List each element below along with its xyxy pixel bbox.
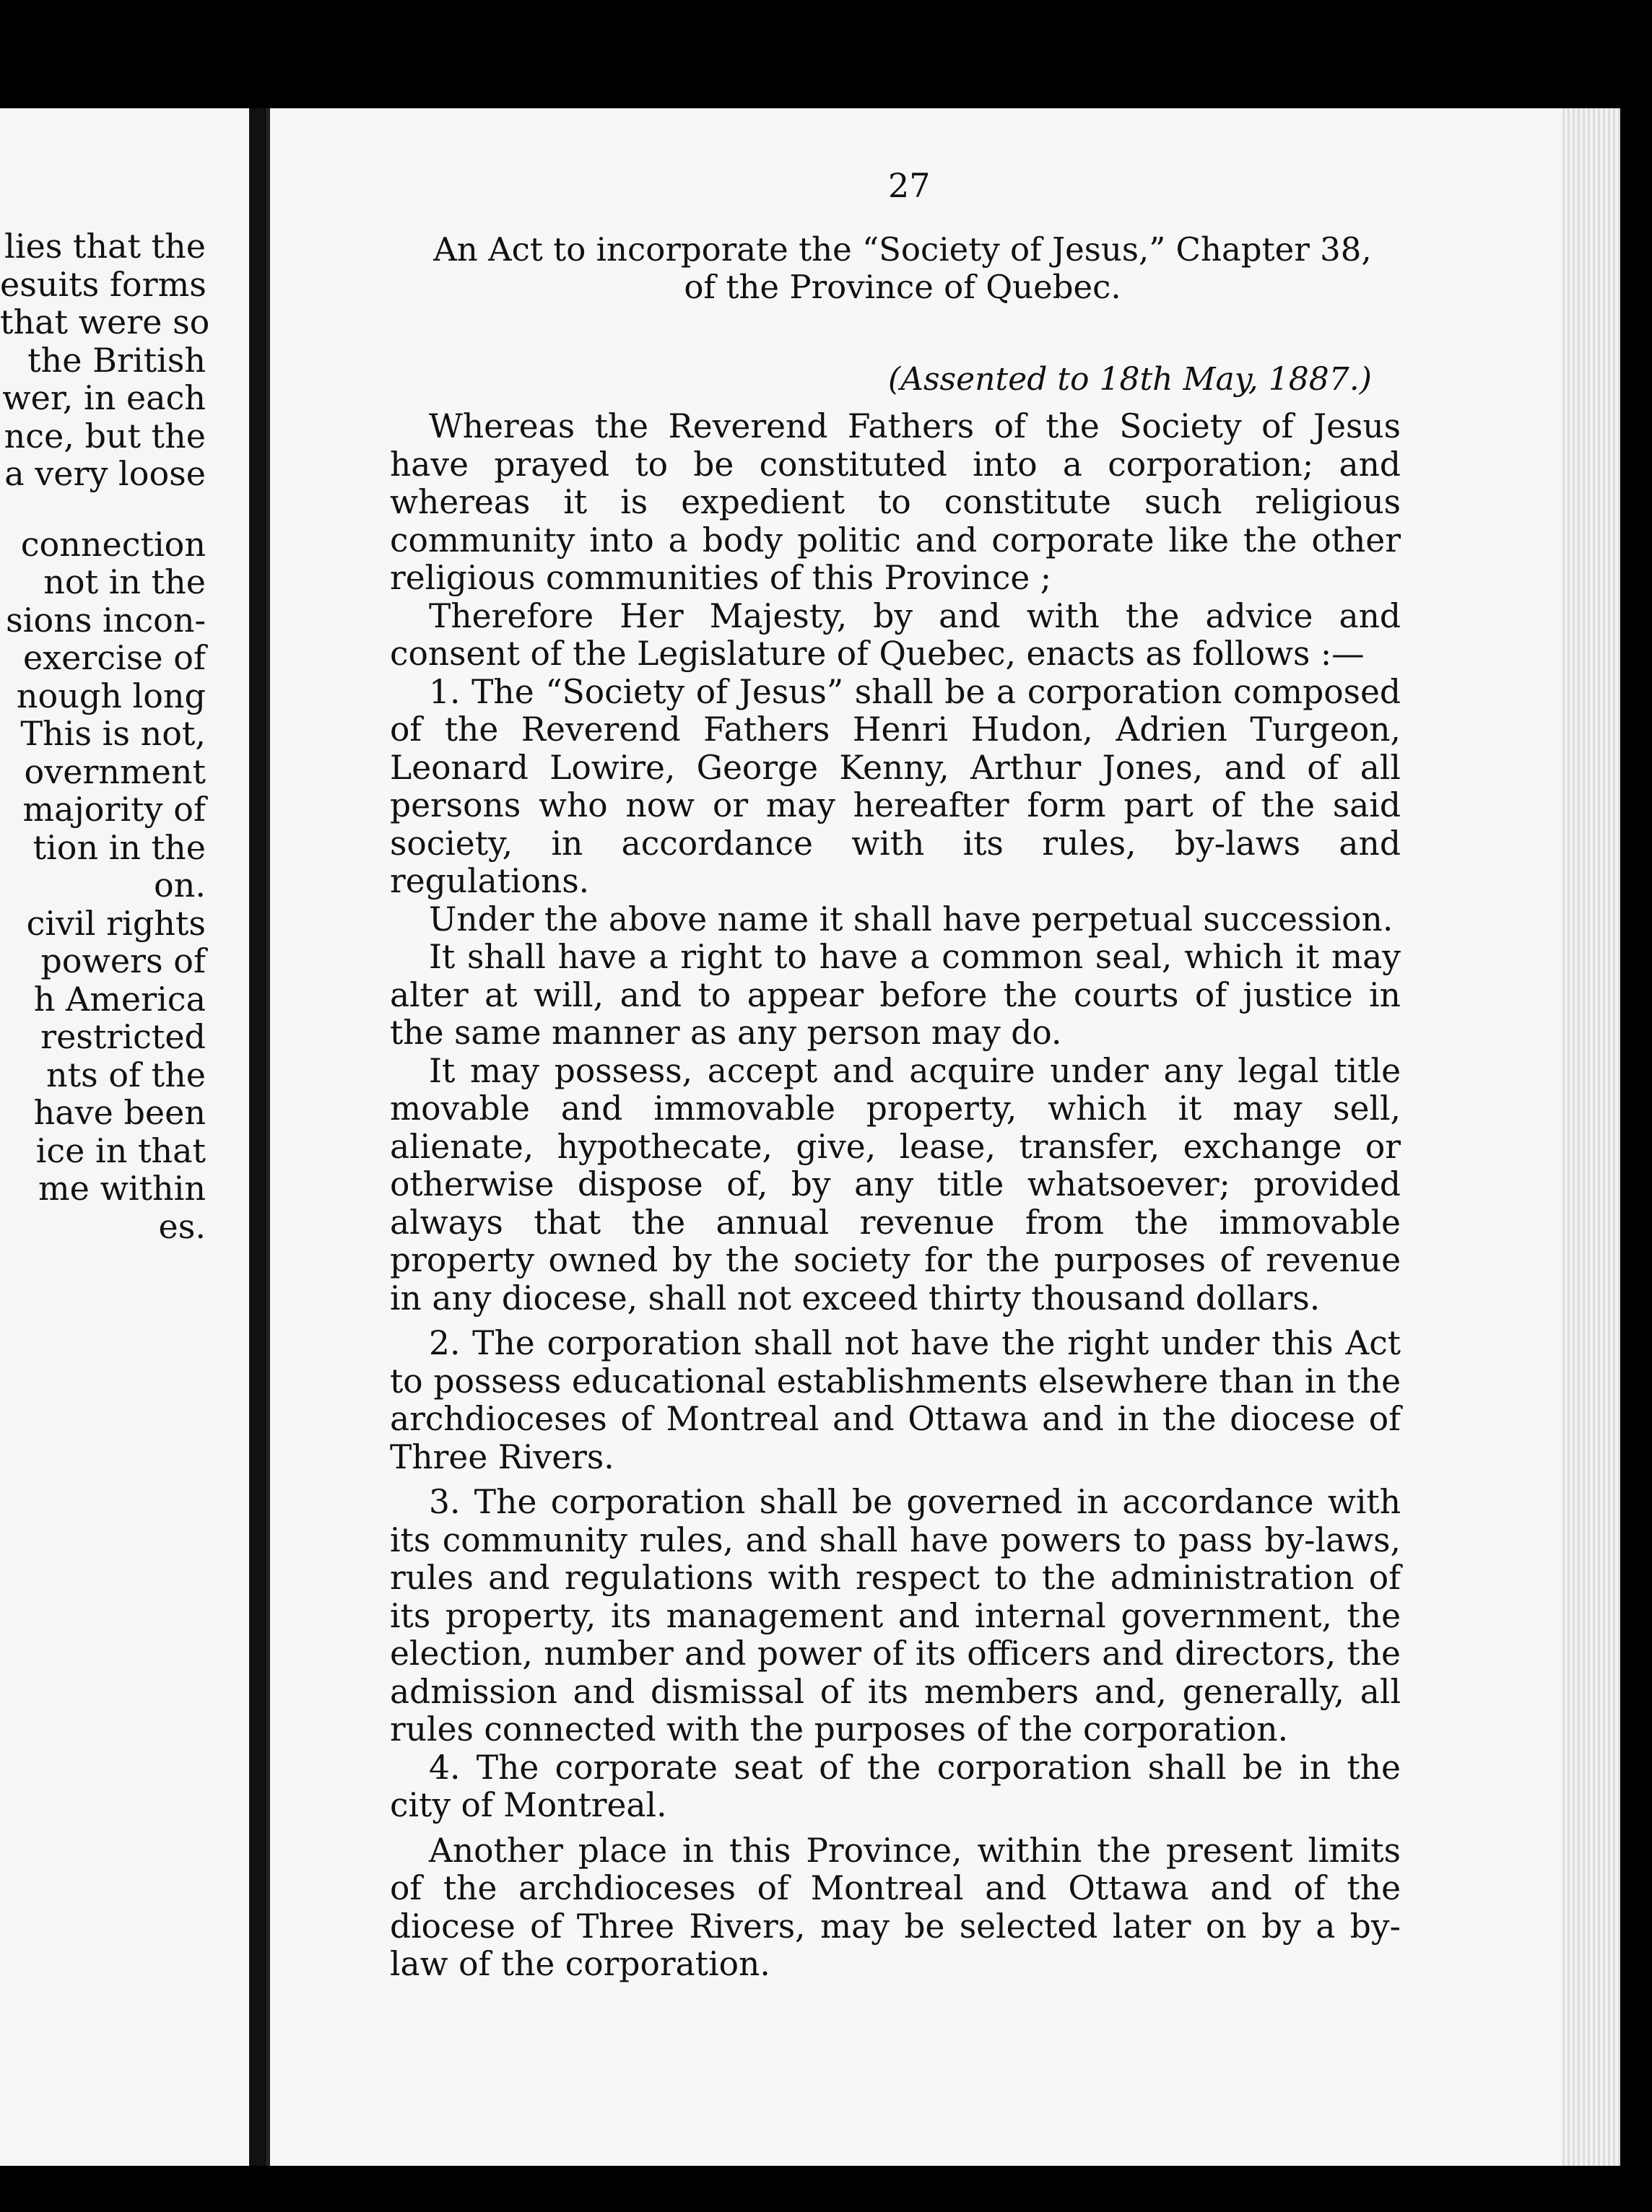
left-line: This is not, (20, 714, 206, 753)
left-line: have been (33, 1093, 206, 1132)
left-line: wer, in each (2, 378, 206, 417)
left-line: overnment (24, 752, 206, 791)
left-line: restricted (40, 1017, 206, 1056)
left-line: on. (154, 866, 206, 905)
paragraph-enactment: Therefore Her Majesty, by and with the advice and consent of the Legislature of Quebec, enacts as follows :— (390, 596, 1401, 673)
act-title (390, 231, 1415, 306)
act-title-line: An Act to incorporate the “Society of Jesus,” Chapter 38, (433, 230, 1372, 269)
paragraph-preamble: Whereas the Reverend Fathers of the Society of Jesus have prayed to be constituted into a corporation; and whereas it is expedient to constitute such religious community into a body politic and corporate like the other religious communities of this Province ; (390, 407, 1401, 597)
book-spine (249, 108, 265, 2166)
left-line: connection (20, 524, 206, 564)
section-2: 2. The corporation shall not have the right under this Act to possess educational establishments elsewhere than in the archdioceses of Montreal and Ottawa and in the diocese of Three Rivers. (390, 1324, 1401, 1476)
section-3: 3. The corporation shall be governed in accordance with its community rules, and shall have powers to pass by-laws, rules and regulations with respect to the administration of its property, its management and internal government, the election, number and power of its officers and directors, the admission and dismissal of its members and, generally, all rules connected with the purposes of the corporation. (390, 1483, 1401, 1749)
page-number: 27 (888, 166, 931, 205)
left-line: lies that the (4, 227, 206, 266)
left-line: the British (27, 340, 206, 380)
left-line: sions incon- (6, 600, 206, 640)
paragraph-property: It may possess, accept and acquire under any legal title movable and immovable property, which it may sell, alienate, hypothecate, give, lease, transfer, exchange or otherwise dispose of, by any title whatsoever; provided always that the annual revenue from the immovable property owned by the society for the purposes of revenue in any diocese, shall not exceed thirty thousand dollars. (390, 1051, 1401, 1318)
left-line: esuits forms (0, 264, 206, 304)
left-line: a very loose (4, 454, 206, 493)
paragraph-succession: Under the above name it shall have perpetual succession. (429, 900, 1394, 939)
left-line: civil rights (26, 903, 206, 943)
left-line: nts of the (45, 1055, 206, 1094)
left-line: majority of (22, 790, 206, 829)
act-body (390, 408, 1401, 1984)
left-line: me within (38, 1169, 206, 1208)
left-line: es. (158, 1206, 206, 1246)
assent-date: (Assented to 18th May, 1887.) (888, 361, 1372, 398)
left-page (0, 108, 249, 2166)
left-line: not in the (43, 562, 206, 601)
left-line: nce, but the (4, 416, 206, 456)
left-line: that were so (0, 302, 210, 341)
left-line: nough long (16, 676, 206, 715)
left-line: ice in that (35, 1131, 206, 1170)
left-line: h America (33, 979, 206, 1019)
left-page-text (0, 227, 249, 1245)
paragraph-seal: It shall have a right to have a common seal, which it may alter at will, and to appear before the courts of justice in the same manner as any person may do. (390, 938, 1401, 1052)
left-line: exercise of (22, 638, 206, 677)
page-edges (1562, 108, 1620, 2166)
paragraph-another-place: Another place in this Province, within the present limits of the archdioceses of Montreal and Ottawa and of the diocese of Three Rivers, may be selected later on by a by-law of the corporation. (390, 1831, 1401, 1983)
left-line: powers of (40, 941, 206, 980)
act-title-line: of the Province of Quebec. (684, 268, 1121, 306)
section-4: 4. The corporate seat of the corporation shall be in the city of Montreal. (390, 1748, 1401, 1824)
section-1: 1. The “Society of Jesus” shall be a corporation composed of the Reverend Fathers Henri Hudon, Adrien Turgeon, Leonard Lowire, George Kenny, Arthur Jones, and of all persons who now or may hereafter form part of the said society, in accordance with its rules, by-laws and regulations. (390, 672, 1401, 900)
left-line: tion in the (32, 827, 206, 867)
